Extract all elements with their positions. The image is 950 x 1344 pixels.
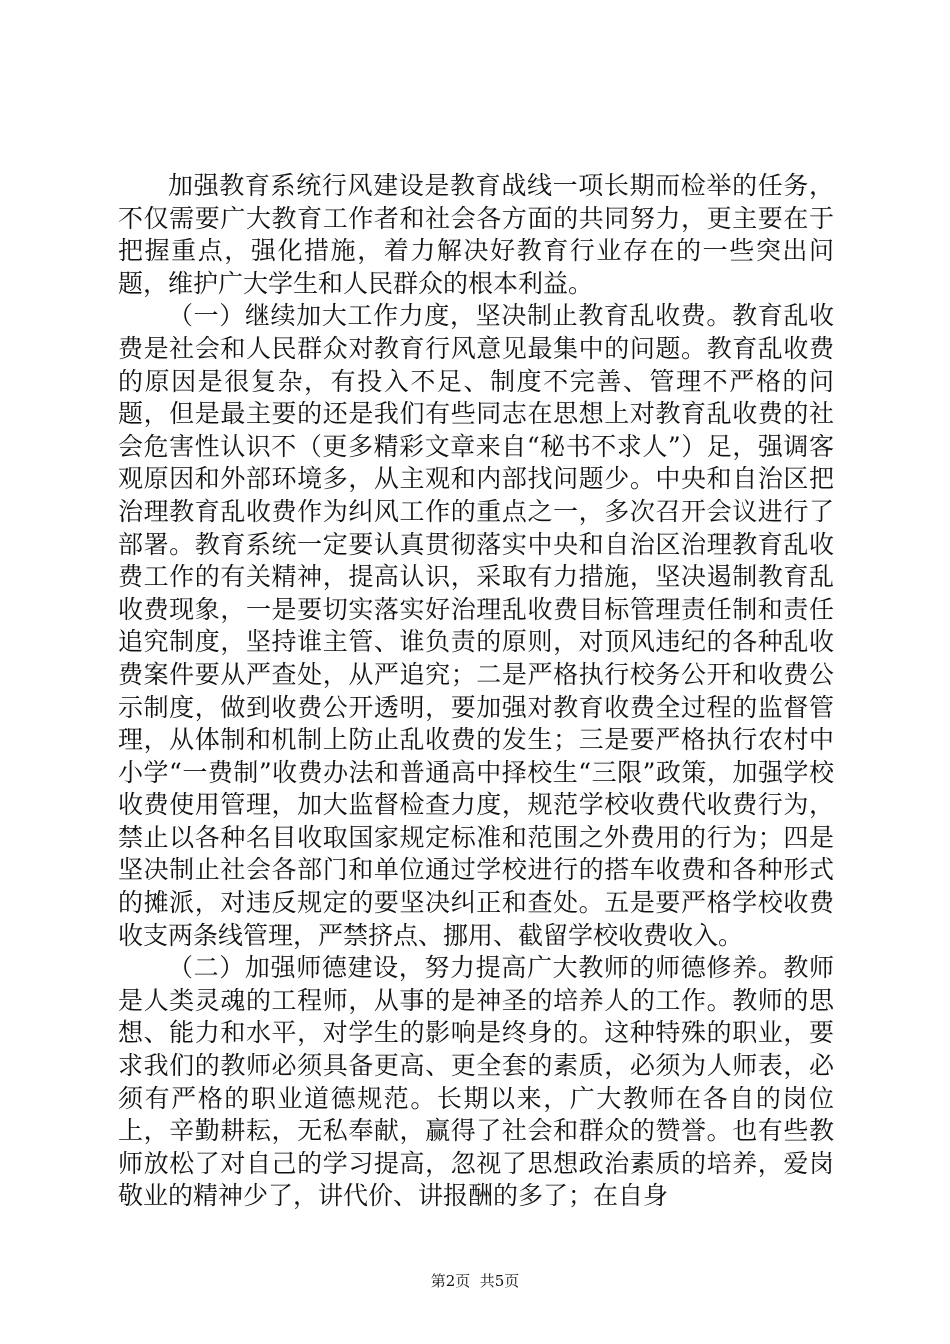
paragraph-intro: 加强教育系统行风建设是教育战线一项长期而检举的任务，不仅需要广大教育工作者和社会各方面的共同努力，更主要在于把握重点，强化措施，着力解决好教育行业存在的一些突出问题，维护广大学生和人民群众的根本利益。 bbox=[118, 171, 834, 298]
page-number-footer: 第2页 共5页 bbox=[430, 1272, 520, 1290]
paragraph-section-1: （一）继续加大工作力度，坚决制止教育乱收费。教育乱收费是社会和人民群众对教育行风意见最集中的问题。教育乱收费的原因是很复杂，有投入不足、制度不完善、管理不严格的问题，但是最主要的还是我们有些同志在思想上对教育乱收费的社会危害性认识不（更多精彩文章来自“秘书不求人”）足，强调客观原因和外部环境多，从主观和内部找问题少。中央和自治区把治理教育乱收费作为纠风工作的重点之一，多次召开会议进行了部署。教育系统一定要认真贯彻落实中央和自治区治理教育乱收费工作的有关精神，提高认识，采取有力措施，坚决遏制教育乱收费现象，一是要切实落实好治理乱收费目标管理责任制和责任追究制度，坚持谁主管、谁负责的原则，对顶风违纪的各种乱收费案件要从严查处，从严追究；二是严格执行校务公开和收费公示制度，做到收费公开透明，要加强对教育收费全过程的监督管理，从体制和机制上防止乱收费的发生；三是要严格执行农村中小学“一费制”收费办法和普通高中择校生“三限”政策，加强学校收费使用管理，加大监督检查力度，规范学校收费代收费行为，禁止以各种名目收取国家规定标准和范围之外费用的行为；四是坚决制止社会各部门和单位通过学校进行的搭车收费和各种形式的摊派，对违反规定的要坚决纠正和查处。五是要严格学校收费收支两条线管理，严禁挤点、挪用、截留学校收费收入。 bbox=[118, 301, 834, 950]
paragraph-section-2: （二）加强师德建设，努力提高广大教师的师德修养。教师是人类灵魂的工程师，从事的是神圣的培养人的工作。教师的思想、能力和水平，对学生的影响是终身的。这种特殊的职业，要求我们的教师必须具备更高、更全套的素质，必须为人师表，必须有严格的职业道德规范。长期以来，广大教师在各自的岗位上，辛勤耕耘，无私奉献，赢得了社会和群众的赞誉。也有些教师放松了对自己的学习提高，忽视了思想政治素质的培养，爱岗敬业的精神少了，讲代价、讲报酬的多了；在自身 bbox=[118, 953, 834, 1211]
document-body bbox=[118, 170, 834, 1213]
